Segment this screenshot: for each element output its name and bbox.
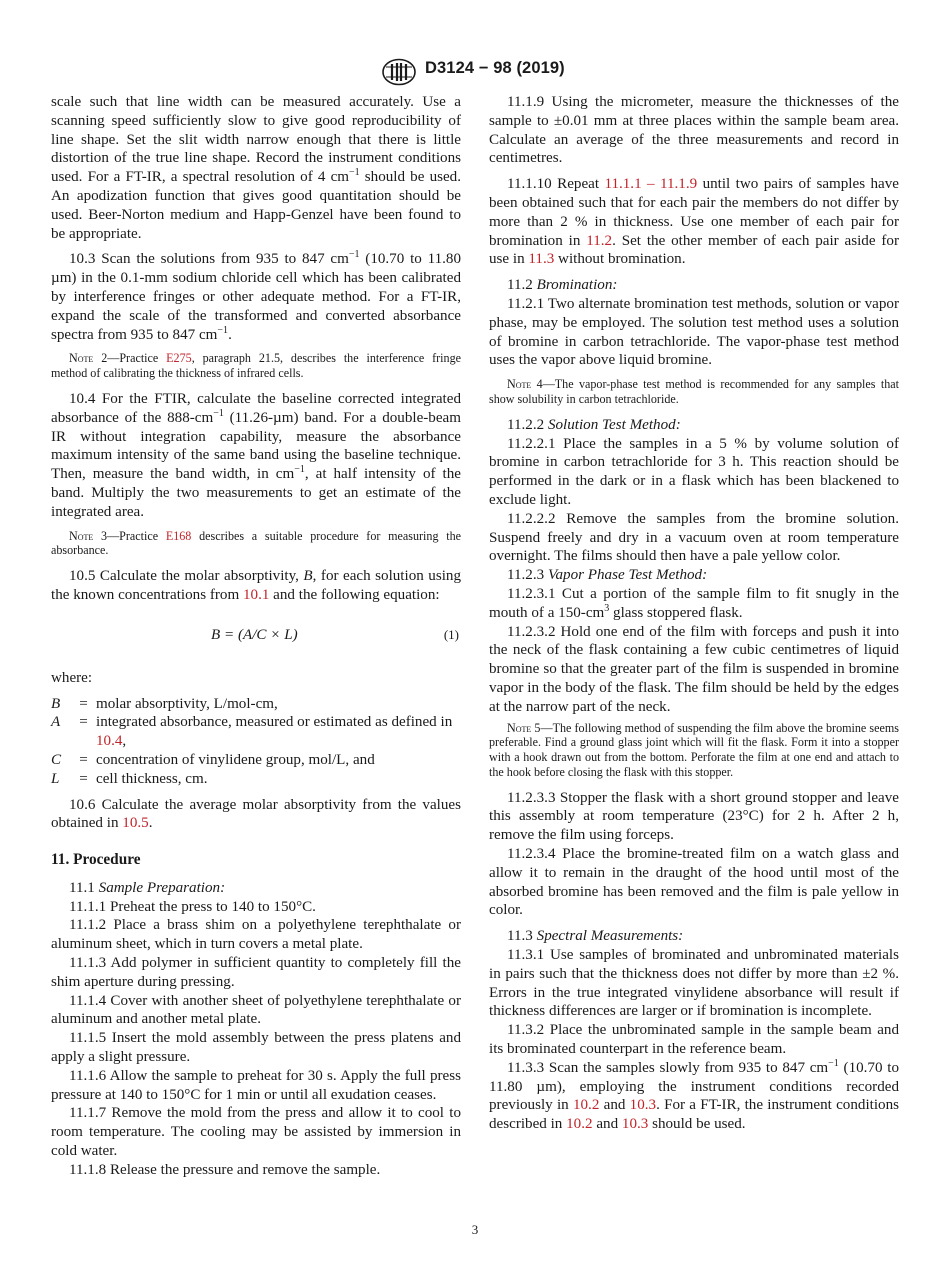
link-10-5[interactable]: 10.5 [122, 815, 149, 832]
note-2: Note 2—Practice E275, paragraph 21.5, describes the interference fringe method of calibrating the thickness of infrared cells. [51, 351, 461, 381]
section-11-1-1: 11.1.1 Preheat the press to 140 to 150°C. [69, 898, 316, 915]
section-11-2: 11.2 Bromination: [507, 277, 618, 294]
page-number: 3 [471, 1222, 479, 1237]
link-10-1[interactable]: 10.1 [242, 586, 270, 603]
section-11-3-3: 11.3.3 Scan the samples slowly from 935 to 847 $cm^{-1}$ (10.70 to 11.80 µm), employing the instrument conditions recorded previously in 10.2 and 10.3. For a FT-IR, the instrument conditions described in 10.2 and 10.3 should be used. [489, 1057, 899, 1133]
section-11-1-3: 11.1.3 Add polymer in sufficient quantity to completely fill the shim aperture during pressing. [51, 955, 461, 990]
page-header [0, 58, 950, 84]
section-11-1-2: 11.1.2 Place a brass shim on a polyethylene terephthalate or aluminum sheet, which in turn covers a metal plate. [51, 917, 461, 953]
section-11-3-1: 11.3.1 Use samples of brominated and unbrominated materials in pairs such that the thickness does not differ by more than ±2 %. Errors in the true integrated vinylidene absorbance will result if thickness differences are larger or if bromination is incomplete. [489, 947, 899, 1020]
note-4: Note 4—The vapor-phase test method is recommended for any samples that show solubility in carbon tetrachloride. [489, 377, 899, 406]
section-11-2-3: 11.2.3 Vapor Phase Test Method: [507, 567, 708, 584]
section-11-2-2-2: 11.2.2.2 Remove the samples from the bromine solution. Suspend freely and dry in a vacuum oven at room temperature overnight. The films should then have a pale yellow color. [489, 510, 899, 565]
definition-row: A = integrated absorbance, measured or estimated as defined in 10.4, [51, 714, 453, 750]
section-11-1-6: 11.1.6 Allow the sample to preheat for 30 s. Apply the full press pressure at 140 to 150°C for 1 min or until all exudation ceases. [51, 1067, 461, 1103]
section-11-2-3-1: 11.2.3.1 Cut a portion of the sample film to fit snugly in the mouth of a $150-cm^3$ glass stoppered flask. [489, 585, 899, 621]
link-10-3[interactable]: 10.3 [629, 1097, 657, 1114]
section-10-4: 10.4 For the FTIR, calculate the baseline corrected integrated absorbance of the $888-cm^{-1}$ (11.26-µm) band. For a double-beam IR without integration capability, measure the absorbance maximum intensity of the same band using the baseline technique. Then, measure the band width, in $cm^{-1}$, at half intensity of the band. Multiply the two measurements to get an estimate of the integrated area. [51, 390, 461, 520]
section-11-3-2: 11.3.2 Place the unbrominated sample in the sample beam and its brominated counterpart in the reference beam. [489, 1022, 899, 1058]
section-11-2-1: 11.2.1 Two alternate bromination test methods, solution or vapor phase, may be employed. The solution test method uses a solution of bromine in carbon tetrachloride. The vapor-phase test method uses the vapor above liquid bromine. [489, 295, 899, 369]
link-10-2[interactable]: 10.2 [572, 1097, 600, 1114]
definition-row: B = molar absorptivity, L/mol-cm, [51, 695, 278, 712]
astm-logo-icon [381, 58, 417, 86]
section-11-1-5: 11.1.5 Insert the mold assembly between the press platens and apply a slight pressure. [51, 1030, 461, 1066]
right-column [489, 93, 899, 1134]
note-3: Note 3—Practice E168 describes a suitable procedure for measuring the absorbance. [51, 528, 461, 558]
document-designation: D3124 − 98 (2019) [425, 59, 565, 77]
section-11-heading: 11. Procedure [51, 851, 141, 869]
link-10-4[interactable]: 10.4 [96, 733, 123, 750]
equation-number: (1) [443, 626, 459, 642]
link-11-1-1-to-11-1-9[interactable]: 11.1.1 – 11.1.9 [604, 176, 698, 193]
where-label: where: [51, 669, 93, 686]
link-11-2[interactable]: 11.2 [586, 232, 613, 249]
section-11-2-2-1: 11.2.2.1 Place the samples in a 5 % by volume solution of bromine in carbon tetrachloride for 3 h. This reaction should be performed in the dark or in a flask which has been blackened to exclude light. [489, 435, 899, 508]
section-11-1-9: 11.1.9 Using the micrometer, measure the thicknesses of the sample to ±0.01 mm at three places within the sample beam area. Calculate an average of the three measurements and record in centimetres. [489, 94, 899, 167]
section-11-1-7: 11.1.7 Remove the mold from the press and allow it to cool to room temperature. The cooling may be assisted by immersion in cold water. [51, 1105, 461, 1160]
note-5: Note 5—The following method of suspending the film above the bromine seems preferable. Find a ground glass joint which will fit the flask. Form it into a stopper with a hook drawn out from the bottom. Perforate the film at one end and attach to the hook before closing the flask with this stopper. [489, 720, 899, 779]
equation-formula: B = (A/C × L) [211, 626, 298, 643]
section-10-5: 10.5 Calculate the molar absorptivity, B, for each solution using the known concentrations from 10.1 and the following equation: [51, 568, 461, 603]
link-11-3[interactable]: 11.3 [528, 251, 555, 268]
section-11-2-3-2: 11.2.3.2 Hold one end of the film with forceps and push it into the neck of the flask containing a few cubic centimetres of liquid bromine so that the greater part of the film is suspended in bromine vapor in the body of the flask. The film should be held by the edges at the narrow part of the neck. [489, 623, 899, 715]
section-10-3: 10.3 Scan the solutions from 935 to 847 $cm^{-1}$ (10.70 to 11.80 µm) in the 0.1-mm sodium chloride cell which has been calibrated by interference fringes or other adequate method. For a FT-IR, expand the scale of the transformed and converted absorbance spectra from 935 to 847 $cm^{-1}$. [51, 249, 462, 343]
link-e275[interactable]: E275 [166, 351, 192, 366]
section-11-1-10: 11.1.10 Repeat 11.1.1 – 11.1.9 until two pairs of samples have been obtained such that for each pair the members do not differ by more than 2 % in thickness. Use one member of each pair for bromination in 11.2. Set the other member of each pair aside for use in 11.3 without bromination. [489, 176, 899, 268]
left-column [51, 93, 461, 1180]
section-11-1: 11.1 Sample Preparation: [69, 879, 226, 896]
link-10-2[interactable]: 10.2 [566, 1116, 593, 1133]
section-11-1-4: 11.1.4 Cover with another sheet of polyethylene terephthalate or aluminum and another metal plate. [51, 992, 461, 1028]
link-10-3[interactable]: 10.3 [621, 1116, 649, 1133]
section-11-2-2: 11.2.2 Solution Test Method: [507, 416, 681, 433]
section-11-1-8: 11.1.8 Release the pressure and remove the sample. [69, 1161, 381, 1178]
continued-paragraph: scale such that line width can be measured accurately. Use a scanning speed sufficiently slow to give good reproducibility of line shape. Set the slit width narrow enough that there is little distortion of the true line shape. Record the instrument conditions used. For a FT-IR, a spectral resolution of 4 $cm^{-1}$ should be used. An apodization function that gives good quantitation should be used. Beer-Norton medium and Happ-Genzel have been found to be appropriate. [51, 94, 462, 242]
equation-1 [51, 615, 461, 655]
section-11-2-3-3: 11.2.3.3 Stopper the flask with a short ground stopper and leave this assembly at room temperature (23°C) for 2 h. After 2 h, remove the film using forceps. [489, 789, 899, 844]
section-11-2-3-4: 11.2.3.4 Place the bromine-treated film on a watch glass and allow it to remain in the draught of the hood until most of the absorbed bromine has been removed and the film is pale yellow in color. [489, 846, 899, 919]
definition-row: C = concentration of vinylidene group, mol/L, and [51, 751, 375, 768]
link-e168[interactable]: E168 [165, 528, 192, 543]
section-10-6: 10.6 Calculate the average molar absorptivity from the values obtained in 10.5. [51, 796, 461, 832]
variable-definitions [51, 695, 461, 789]
section-11-3: 11.3 Spectral Measurements: [507, 928, 684, 945]
definition-row: L = cell thickness, cm. [51, 770, 208, 787]
